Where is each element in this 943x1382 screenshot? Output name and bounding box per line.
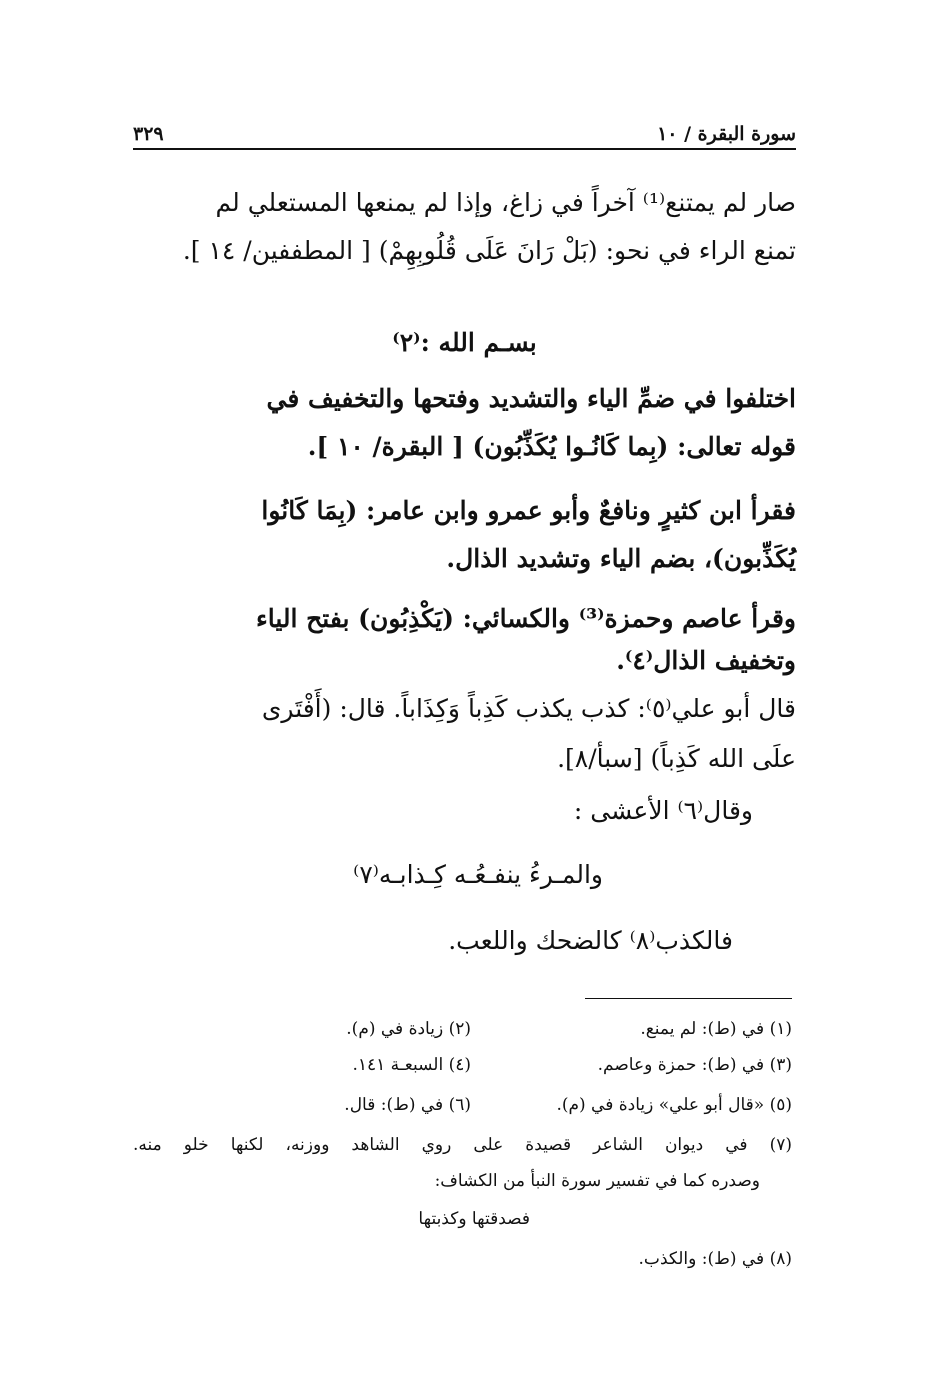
chapter-title: سورة البقرة / ١٠ <box>657 123 796 145</box>
footnote-5: (٥) «قال أبو علي» زيادة في (م). <box>556 1095 792 1115</box>
paragraph-2-line-2: قوله تعالى: (بِما كَانُـوا يُكَذِّبُون) [ البقرة/ ١٠ ]. <box>307 432 796 461</box>
section-heading: بسـم الله :⁽٢⁾ <box>392 328 537 357</box>
footnote-8: (٨) في (ط): والكذب. <box>638 1249 792 1269</box>
footnote-1: (١) في (ط): لم يمنع. <box>640 1019 792 1039</box>
paragraph-5-line-2: علَى الله كَذِباً) [سبأ/٨]. <box>557 744 796 773</box>
footnote-7-line-2: وصدره كما في تفسير سورة النبأ من الكشاف: <box>434 1171 760 1191</box>
footnote-3: (٣) في (ط): حمزة وعاصم. <box>597 1055 792 1075</box>
paragraph-4-line-2: وتخفيف الذال⁽٤⁾. <box>616 646 796 675</box>
footnote-2: (٢) زيادة في (م). <box>346 1019 471 1039</box>
footnote-4: (٤) السبعـة ١٤١. <box>352 1055 471 1075</box>
paragraph-3-line-1: فقرأ ابن كثيرٍ ونافعٌ وأبو عمرو وابن عامر: (بِمَا كَانُوا <box>261 496 796 525</box>
paragraph-4-line-1: وقرأ عاصم وحمزة⁽³⁾ والكسائي: (يَكْذِبُون) بفتح الياء <box>255 604 796 633</box>
poetry-verse-2: فالكذب⁽٨⁾ كالضحك واللعب. <box>448 926 733 955</box>
footnote-7-line-1: (٧) في ديوان الشاعر قصيدة على روي الشاهد ووزنه، لكنها خلو منه. <box>133 1135 792 1155</box>
paragraph-6: وقال⁽٦⁾ الأعشى : <box>573 796 753 825</box>
footnote-divider <box>585 998 792 999</box>
paragraph-1-line-2: تمنع الراء في نحو: (بَلْ رَانَ عَلَى قُلُوبِهِمْ) [ المطففين/ ١٤ ]. <box>182 236 796 265</box>
paragraph-3-line-2: يُكَذِّبون)، بضم الياء وتشديد الذال. <box>446 544 796 573</box>
page-number: ٣٢٩ <box>133 123 164 145</box>
poetry-verse-1: والمـرءُ ينفـعُـه كِـذابـه⁽٧⁾ <box>353 860 603 889</box>
paragraph-5-line-1: قال أبو علي⁽٥⁾: كذب يكذب كَذِباً وَكِذَاباً. قال: (أَفْتَرى <box>261 694 796 723</box>
paragraph-2-line-1: اختلفوا في ضمِّ الياء والتشديد وفتحها والتخفيف في <box>266 384 796 413</box>
paragraph-1-line-1: صار لم يمتنع⁽¹⁾ آخراً في زاغ، وإذا لم يمنعها المستعلي لم <box>215 188 796 217</box>
footnote-6: (٦) في (ط): قال. <box>344 1095 471 1115</box>
footnote-7-verse: فصدقتها وكذبتها <box>418 1209 530 1229</box>
page-header <box>133 112 796 150</box>
